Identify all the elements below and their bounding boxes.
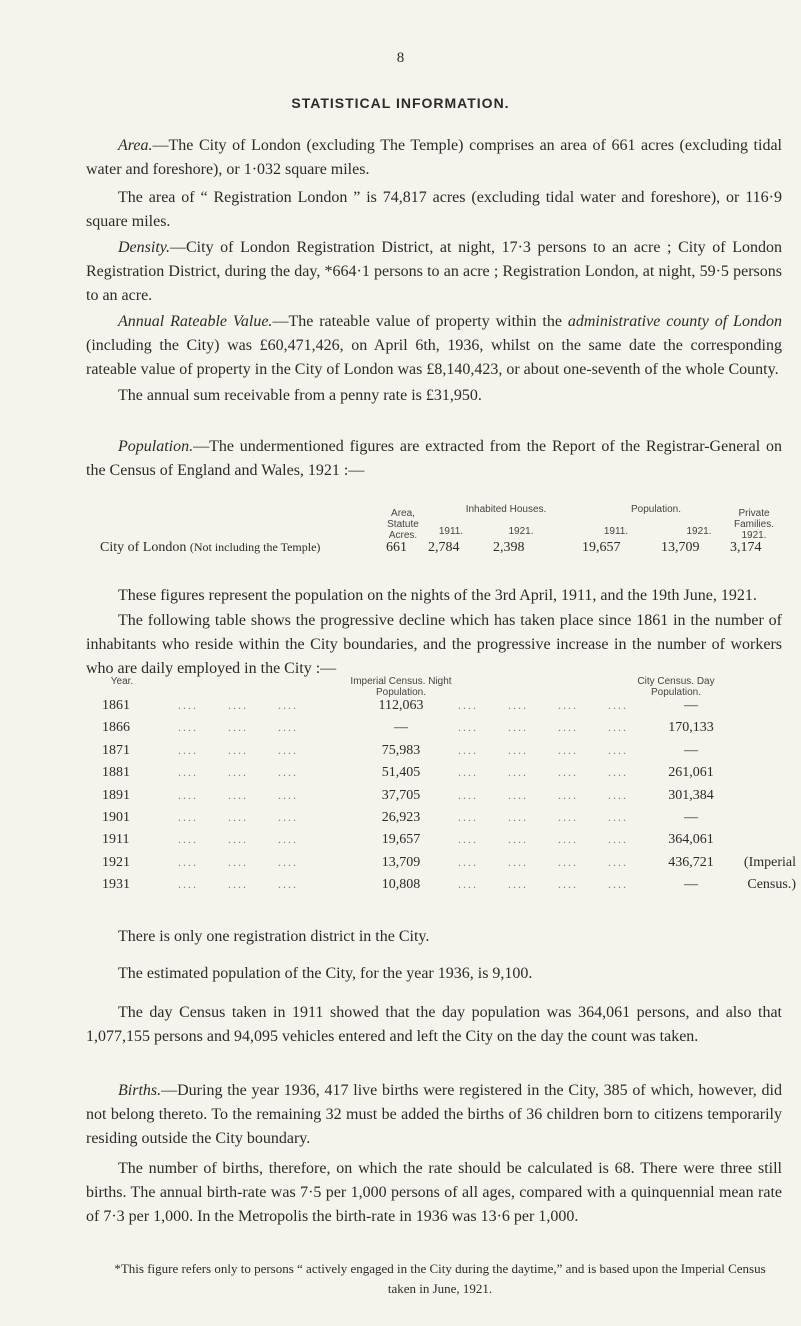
leader-dots: .... bbox=[458, 810, 478, 824]
cell-day: 170,133 bbox=[668, 720, 714, 736]
leader-dots: .... bbox=[608, 787, 628, 802]
header-population-1921: 1921. bbox=[686, 526, 712, 537]
leader-dots: .... bbox=[228, 698, 248, 712]
cell-day: — bbox=[684, 810, 698, 825]
rateable-value-paragraph bbox=[86, 310, 782, 382]
value-population-1921: 13,709 bbox=[661, 540, 700, 555]
table-row bbox=[86, 788, 786, 810]
leader-dots: .... bbox=[458, 832, 478, 847]
leader-dots: .... bbox=[508, 877, 528, 892]
registration-london-paragraph: The area of “ Registration London ” is 74,817 acres (excluding tidal water and foreshore), or 116·9 square miles. bbox=[86, 189, 782, 230]
birth-rate-paragraph: The number of births, therefore, on which the rate should be calculated is 68. There were three still births. The annual birth-rate was 7·5 per 1,000 persons of all ages, compared with a quinquennial mean rate of 7·3 per 1,000. In the Metropolis the birth-rate in 1936 was 13·6 per 1,000. bbox=[86, 1160, 782, 1225]
leader-dots: .... bbox=[608, 765, 628, 780]
cell-night: — bbox=[394, 720, 408, 736]
leader-dots: .... bbox=[508, 698, 528, 712]
cell-year: 1861 bbox=[102, 698, 130, 713]
cell-note: (Imperial bbox=[743, 854, 796, 870]
penny-rate-paragraph: The annual sum receivable from a penny rate is £31,950. bbox=[118, 387, 482, 404]
births-paragraph bbox=[86, 1079, 782, 1151]
leader-dots: .... bbox=[178, 854, 198, 869]
table-row bbox=[86, 765, 786, 787]
leader-dots: .... bbox=[558, 742, 578, 757]
nights-paragraph: These figures represent the population on the nights of the 3rd April, 1911, and the 19th June, 1921. bbox=[118, 587, 757, 604]
leader-dots: .... bbox=[608, 877, 628, 892]
density-label: Density. bbox=[118, 239, 170, 256]
rateable-label: Annual Rateable Value. bbox=[118, 313, 273, 330]
leader-dots: .... bbox=[178, 832, 198, 847]
leader-dots: .... bbox=[558, 765, 578, 780]
cell-day: 436,721 bbox=[668, 854, 714, 870]
header-inhabited-houses: Inhabited Houses. bbox=[465, 504, 547, 515]
table-row bbox=[86, 832, 786, 854]
header-population: Population. bbox=[630, 504, 682, 515]
cell-year: 1911 bbox=[102, 832, 130, 848]
leader-dots: .... bbox=[228, 765, 248, 780]
leader-dots: .... bbox=[458, 854, 478, 869]
header-year: Year. bbox=[110, 676, 134, 687]
leader-dots: .... bbox=[228, 832, 248, 847]
births-text: —During the year 1936, 417 live births were registered in the City, 385 of which, however, did not belong thereto. To the remaining 32 must be added the births of 36 children born to citizens temporarily residing outside the City boundary. bbox=[86, 1082, 782, 1147]
census-table bbox=[86, 500, 786, 590]
cell-note: Census.) bbox=[747, 877, 796, 893]
cell-year: 1866 bbox=[102, 720, 130, 736]
day-census-paragraph: The day Census taken in 1911 showed that the day population was 364,061 persons, and also that 1,077,155 persons and 94,095 vehicles entered and left the City on the day the count was taken. bbox=[86, 1004, 782, 1045]
leader-dots: .... bbox=[608, 810, 628, 824]
leader-dots: .... bbox=[178, 742, 198, 757]
rateable-italic: administrative county of London bbox=[567, 313, 782, 330]
cell-year: 1921 bbox=[102, 854, 130, 870]
leader-dots: .... bbox=[458, 720, 478, 735]
leader-dots: .... bbox=[178, 765, 198, 780]
table-row bbox=[86, 698, 786, 720]
cell-year: 1881 bbox=[102, 765, 130, 781]
leader-dots: .... bbox=[508, 765, 528, 780]
leader-dots: .... bbox=[228, 742, 248, 757]
footnote: *This figure refers only to persons “ actively engaged in the City during the daytime,” and is based upon the Imperial Census taken in June, 1921. bbox=[114, 1261, 766, 1296]
row-label-city: City of London bbox=[100, 540, 187, 555]
leader-dots: .... bbox=[608, 698, 628, 712]
leader-dots: .... bbox=[178, 877, 198, 892]
table-row bbox=[86, 720, 786, 742]
header-houses-1921: 1921. bbox=[508, 526, 534, 537]
table-row bbox=[86, 810, 786, 832]
leader-dots: .... bbox=[558, 810, 578, 824]
cell-day: — bbox=[684, 877, 698, 893]
population-paragraph bbox=[86, 435, 782, 483]
cell-day: — bbox=[684, 742, 698, 758]
table-row bbox=[86, 854, 796, 877]
leader-dots: .... bbox=[278, 720, 298, 735]
leader-dots: .... bbox=[278, 810, 298, 824]
area-text: —The City of London (excluding The Temple) comprises an area of 661 acres (excluding tidal water and foreshore), or 1·032 square miles. bbox=[86, 137, 782, 178]
cell-year: 1891 bbox=[102, 787, 130, 803]
population-text: —The undermentioned figures are extracted from the Report of the Registrar-General on the Census of England and Wales, 1921 :— bbox=[86, 438, 782, 479]
leader-dots: .... bbox=[278, 698, 298, 712]
header-area: Area, Statute Acres. bbox=[387, 508, 419, 541]
leader-dots: .... bbox=[558, 698, 578, 712]
header-population-1911: 1911. bbox=[603, 526, 629, 537]
cell-night: 19,657 bbox=[381, 832, 421, 848]
density-paragraph bbox=[86, 236, 782, 308]
value-private-families: 3,174 bbox=[730, 540, 762, 555]
leader-dots: .... bbox=[278, 787, 298, 802]
cell-year: 1931 bbox=[102, 877, 130, 893]
leader-dots: .... bbox=[458, 765, 478, 780]
leader-dots: .... bbox=[558, 787, 578, 802]
header-houses-1911: 1911. bbox=[438, 526, 464, 537]
cell-day: 364,061 bbox=[668, 832, 714, 848]
cell-night: 112,063 bbox=[378, 698, 424, 713]
leader-dots: .... bbox=[278, 877, 298, 892]
estimated-population-paragraph: The estimated population of the City, for the year 1936, is 9,100. bbox=[118, 965, 533, 982]
leader-dots: .... bbox=[608, 742, 628, 757]
leader-dots: .... bbox=[278, 765, 298, 780]
population-label: Population. bbox=[118, 438, 194, 455]
value-houses-1921: 2,398 bbox=[493, 540, 525, 555]
cell-day: — bbox=[684, 698, 698, 713]
value-population-1911: 19,657 bbox=[582, 540, 621, 555]
leader-dots: .... bbox=[558, 832, 578, 847]
leader-dots: .... bbox=[458, 742, 478, 757]
leader-dots: .... bbox=[178, 720, 198, 735]
leader-dots: .... bbox=[228, 810, 248, 824]
one-district-paragraph: There is only one registration district in the City. bbox=[118, 928, 430, 945]
leader-dots: .... bbox=[178, 787, 198, 802]
leader-dots: .... bbox=[278, 742, 298, 757]
table-row bbox=[86, 877, 796, 899]
leader-dots: .... bbox=[608, 720, 628, 735]
page-heading: STATISTICAL INFORMATION. bbox=[291, 95, 510, 111]
leader-dots: .... bbox=[228, 720, 248, 735]
leader-dots: .... bbox=[508, 720, 528, 735]
cell-night: 26,923 bbox=[381, 810, 421, 825]
leader-dots: .... bbox=[458, 787, 478, 802]
area-paragraph bbox=[86, 134, 782, 182]
cell-night: 37,705 bbox=[381, 787, 421, 803]
row-label-note: (Not including the Temple) bbox=[189, 540, 321, 554]
header-city-census: City Census. Day Population. bbox=[637, 676, 715, 698]
header-imperial-census: Imperial Census. Night Population. bbox=[350, 676, 452, 698]
area-label: Area. bbox=[118, 137, 153, 154]
table-row bbox=[86, 743, 786, 765]
cell-day: 301,384 bbox=[668, 787, 714, 803]
leader-dots: .... bbox=[228, 877, 248, 892]
leader-dots: .... bbox=[228, 787, 248, 802]
following-paragraph: The following table shows the progressive decline which has taken place since 1861 in the number of inhabitants who reside within the City boundaries, and the progressive increase in the number of workers who are daily employed in the City :— bbox=[86, 612, 782, 677]
leader-dots: .... bbox=[608, 854, 628, 869]
rateable-text-2: (including the City) was £60,471,426, on April 6th, 1936, whilst on the same date the corresponding rateable value of property in the City of London was £8,140,423, or about one-seventh of the whole County. bbox=[86, 337, 782, 378]
value-area: 661 bbox=[386, 540, 407, 555]
leader-dots: .... bbox=[278, 832, 298, 847]
leader-dots: .... bbox=[508, 787, 528, 802]
density-text: —City of London Registration District, at night, 17·3 persons to an acre ; City of London Registration District, during the day, *664·1 persons to an acre ; Registration London, at night, 59·5 persons to an acre. bbox=[86, 239, 782, 304]
header-private-families: Private Families. 1921. bbox=[733, 508, 774, 541]
row-label bbox=[100, 540, 320, 556]
leader-dots: .... bbox=[458, 698, 478, 712]
leader-dots: .... bbox=[508, 832, 528, 847]
leader-dots: .... bbox=[458, 877, 478, 892]
cell-night: 75,983 bbox=[381, 742, 421, 758]
leader-dots: .... bbox=[558, 720, 578, 735]
leader-dots: .... bbox=[508, 854, 528, 869]
births-label: Births. bbox=[118, 1082, 162, 1099]
value-houses-1911: 2,784 bbox=[428, 540, 460, 555]
leader-dots: .... bbox=[558, 877, 578, 892]
cell-year: 1901 bbox=[102, 810, 130, 825]
leader-dots: .... bbox=[508, 742, 528, 757]
rateable-text-1: —The rateable value of property within the bbox=[272, 313, 568, 330]
leader-dots: .... bbox=[228, 854, 248, 869]
leader-dots: .... bbox=[278, 854, 298, 869]
cell-night: 51,405 bbox=[381, 765, 421, 781]
cell-night: 10,808 bbox=[381, 877, 421, 893]
cell-year: 1871 bbox=[102, 742, 130, 758]
leader-dots: .... bbox=[178, 698, 198, 712]
cell-night: 13,709 bbox=[381, 854, 421, 870]
leader-dots: .... bbox=[558, 854, 578, 869]
leader-dots: .... bbox=[508, 810, 528, 824]
leader-dots: .... bbox=[608, 832, 628, 847]
page-number: 8 bbox=[396, 50, 405, 66]
cell-day: 261,061 bbox=[668, 765, 714, 781]
leader-dots: .... bbox=[178, 810, 198, 824]
